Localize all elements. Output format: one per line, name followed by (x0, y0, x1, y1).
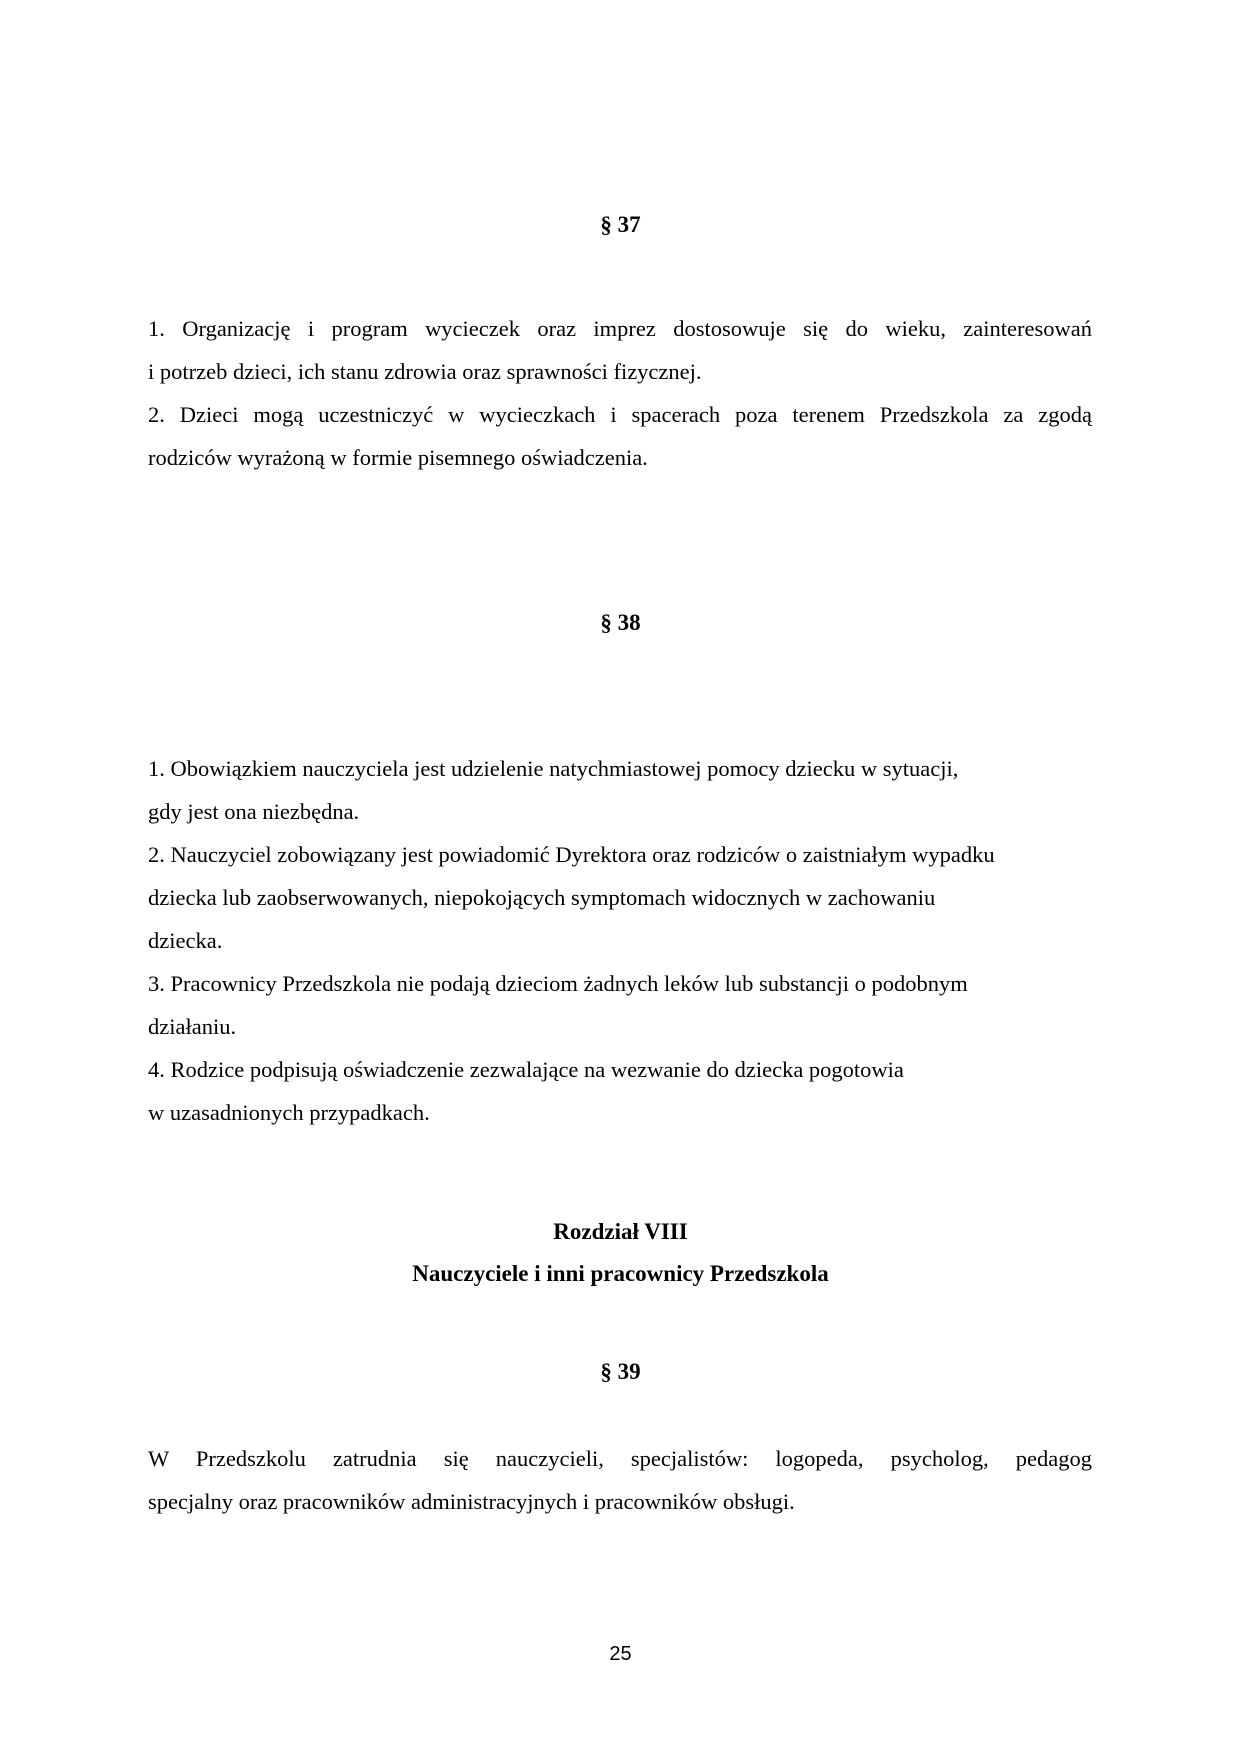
section-39-body (148, 1437, 1092, 1523)
text-line: działaniu. (148, 1014, 237, 1039)
text-line: w uzasadnionych przypadkach. (148, 1100, 430, 1125)
section-39-heading: § 39 (600, 1359, 641, 1384)
text-line: 3. Pracownicy Przedszkola nie podają dzieciom żadnych leków lub substancji o podobnym (148, 971, 968, 996)
paragraph (148, 1437, 1092, 1523)
section-37-body (148, 307, 1092, 479)
text-line: 2. Dzieci mogą uczestniczyć w wycieczkach i spacerach poza terenem Przedszkola za zgodą (148, 402, 1092, 427)
paragraph (148, 962, 1092, 1048)
chapter-number: Rozdział VIII (553, 1219, 688, 1244)
section-37-heading: § 37 (600, 212, 641, 237)
text-line: 1. Organizację i program wycieczek oraz imprez dostosowuje się do wieku, zainteresowań (148, 316, 1092, 341)
text-line: dziecka lub zaobserwowanych, niepokojących symptomach widocznych w zachowaniu (148, 885, 936, 910)
chapter-title: Nauczyciele i inni pracownicy Przedszkola (412, 1261, 829, 1286)
text-line: specjalny oraz pracowników administracyjnych i pracowników obsługi. (148, 1489, 795, 1514)
text-line: gdy jest ona niezbędna. (148, 799, 360, 824)
page-number: 25 (609, 1643, 632, 1665)
section-38-body (148, 747, 1092, 1134)
paragraph (148, 747, 1092, 833)
paragraph (148, 393, 1092, 479)
text-line: i potrzeb dzieci, ich stanu zdrowia oraz sprawności fizycznej. (148, 359, 702, 384)
text-line: 4. Rodzice podpisują oświadczenie zezwalające na wezwanie do dziecka pogotowia (148, 1057, 904, 1082)
text-line: dziecka. (148, 928, 223, 953)
paragraph (148, 833, 1092, 962)
text-line: 2. Nauczyciel zobowiązany jest powiadomić Dyrektora oraz rodziców o zaistniałym wypadku (148, 842, 995, 867)
text-line: rodziców wyrażoną w formie pisemnego oświadczenia. (148, 445, 648, 470)
text-line: 1. Obowiązkiem nauczyciela jest udzielenie natychmiastowej pomocy dziecku w sytuacji, (148, 756, 959, 781)
section-38-heading: § 38 (600, 610, 641, 635)
text-line: W Przedszkolu zatrudnia się nauczycieli, specjalistów: logopeda, psycholog, pedagog (148, 1446, 1092, 1471)
paragraph (148, 1048, 1092, 1134)
paragraph (148, 307, 1092, 393)
